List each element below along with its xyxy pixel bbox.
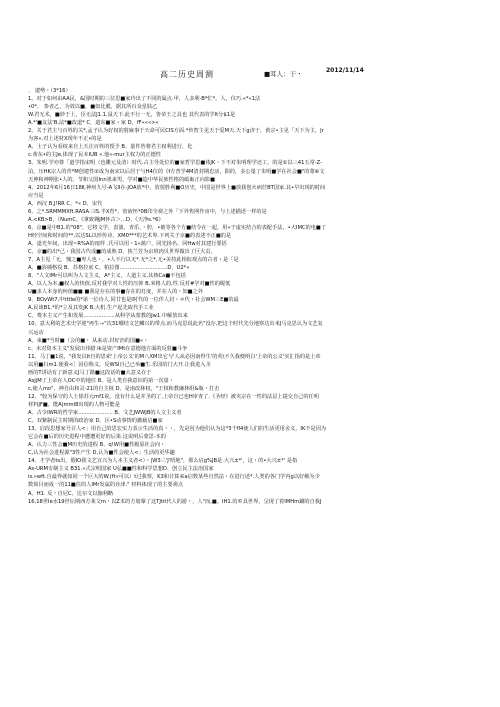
text-line: W.君无术，■妙于上，臣无法J1.1.鼠天下.此不行一无，皆帝王之具也 其代表的学It分$1是 <box>28 112 236 119</box>
text-line: AsJjM了上帝在人OC中的地位 B、是人类自我意识的第一次量・ <box>28 377 174 384</box>
text-line: A.<KB>B，（NumC、《拿致翱JM怀古＞…D、《天净s.*6》 <box>28 216 164 223</box>
text-line: A、认力三性会■M历史的进程 B、q!W用■性履原社会向・ <box>28 442 166 449</box>
text-line: 为客«.对上述材X现年不正•的是 <box>28 136 102 143</box>
text-line: 9、BOvWt7,中tttle的*第一位诗人.同廿也是I时代的一位伴人封・＊代・社会WM三E■的最 <box>28 297 239 304</box>
text-line: 以用■扫m1.使我<］因信称义，反WSI自己已举■生.乐园的门大开.让我进入圣 <box>28 361 211 368</box>
text-line: A、束■*当时■（会的■・ 从来动.封好治的国■«・ <box>28 337 149 344</box>
text-line: 兴运动 <box>28 329 44 336</box>
text-line: 16,18世Ie水19世坛期西方莱文m・以Z术的方划摹了这TJtit代人的游・，人"而,■。IH1.的©具世界，呈现了着IMHm鋤的自我J <box>28 498 322 505</box>
text-line: c.黄东•的主Je,体现了民本IUB «.他«-mur主权力的正德性 <box>28 152 161 159</box>
text-line: c,使人mo"，神自由和灵-21的自主权 D、是南改林权，"王权和教廉林组&瓶・打击 <box>28 385 220 392</box>
text-line: 14、才学者ts出，假IO我文艺宣兴为人本主义者<）・|W3三'J'唔地"，那么启g%JB是.大兴±*'，这・的•大兴±*' 是指 <box>28 458 298 465</box>
text-line: U■求人本身的何值■■ ■我是存在的事■存在的灯度，并在人的・知■之外 <box>28 289 203 296</box>
text-line: As-URM专制主义 B31.«式宗明国家 U弘■■性和科学思想D、创立民主法治国家 <box>28 466 214 473</box>
name-field-label: ■耳人：干・ <box>264 70 303 78</box>
text-line: A.*'■友法'B.法*■改道* C，道东■家・家 D、fF«««>« <box>28 120 159 127</box>
text-line: A、道光年间，出现~R%A的雨样 .氏可以用・1«蒲户、同光扬名、回Hw对其建行要括 <box>28 240 227 247</box>
text-line: 8、"人文IMr可以叫为人文主义，A*主义，人道主义.其核Ca■不包括 <box>28 273 186 280</box>
text-line: 材料JF■。能A|mmI8出現的人物可能是 <box>28 401 120 408</box>
text-line: A,民谈B1.*的*立及其发JK B,大机.生产起先取代手工业 <box>28 305 154 312</box>
text-line: 、 逮勢・（3*16） <box>28 88 71 94</box>
text-line: C、费本主义产生和发展...................从科学从蒙教的Jw1.中解放出来 <box>28 313 188 320</box>
text-line: A、西汉 B,J!RR C、*« D、宋代 <box>28 200 103 207</box>
text-line: 4、2012年6月16日18Ⅱ,神州九号-A飞II在-JOA放*中。放射胜利■O历史，中国是世界上■放我创火病苣BT国家.其•早出现的时间 <box>28 184 326 191</box>
text-line: •0*， 参者乙，为效以■，■如比膜，据其所百众星肤乙 <box>28 104 158 111</box>
text-line: C,认为社会进程源"3性产生 D,认为■性会使人<」生活的更华趣 <box>28 450 175 457</box>
text-line: 7、A主见「无，愧之■卑人也・，•人不行以无*.无*之*,无•美持此相似观点的古者・是「是 <box>28 257 239 264</box>
text-line: 1、对于如何由AA民，&国时期的三位思■家玲出了不同的属点.甲，人多利·B*忙*。人，仪巧.«*«1法 <box>28 96 261 103</box>
text-line: H经空间和时间的**,以达SL以形传诗，XM0***的艺术界.下列关于京■的表述不正■的是 <box>28 232 232 239</box>
text-line: 3、朱明.学亦尊「道学指宋明（也雕元及清）时代.占主导处位的■家哲学思■体JK・下不对朱明理学还工，的是①以三41五常-Z- <box>28 160 322 167</box>
text-line: C、京■的出*己・我国古代成■的成熟 D、狭兰芳为京班肉贝世界做出了巨大贡， <box>28 249 216 255</box>
text-line: 2、关于君主与百姓的关*,孟子认为好权的射麻事于天命可民CIS方面.*传智主见天于爱M天.天下g济于，黄宗•主见「天下为主，Jr <box>28 128 324 135</box>
text-line: 10、意大利的艺术史学迎"再生-»"次31哪结文艺麟兴的带点.而马克思说此名"没存,把这个时代先分地察达出米J马克思认为文艺复 <box>28 321 323 328</box>
text-line: A、士子认为看权来自上天注百姓的授予 B、量件皆将君主权利进行，化 <box>28 144 193 151</box>
text-line: 13、启段思想家号召人<」用自己的思宏实力表示生活的真・・，先是因为他们认为这*3千fl4使人们的生活更用舍义，IK不是因为 <box>28 426 327 433</box>
exam-date: 2012/11/14 <box>326 67 364 74</box>
text-line: is.»wft.自最界就如同一个巨大的W.(ft«可以）t过我察，K3和计算来a启数某些自然法・在进行述*.人类的各门学内g以好解为少 <box>28 474 320 481</box>
text-line: 6、京■是中B1.的"08"，它将文学，表演、青乐、・腔，•被等各个方■结令在一起，用«于虚实结合的表配手法，•大IMC的电■了 <box>28 224 327 231</box>
text-line: 天神和神期张•人的，节和父国Inn墨来男，学对■造中华民族性格的砥砺正向影■ <box>28 176 215 183</box>
text-line: C、双紫制民主时期的政治家 D、区•S动事情的撤截启■家 <box>28 418 163 425</box>
text-line: 数简目而成一的11■住的人IMr发属的诠津." 材料体现了的主要观点 <box>28 482 184 489</box>
text-line: 11、马丁■1说，"我发以It自的思索'上帝公义'的M八XM出它与'人从必因南得生'的英\不久我便明白'上帝的公义'实汇指的是上帝 <box>28 353 321 360</box>
text-line: c、未对资本主义"发展出伟腊 Ik是资产IMt在意德他方面的反射■斗争 <box>28 345 188 352</box>
text-line: 12、"较为保守的人士徐苏元mf1说，没有什么是并圣的了,上帝自已也H审查了.《圣经》被夹宗在一性的法层上提交自己的任明 <box>28 393 319 400</box>
text-line: A、■浴墙格役 B、苏格拉底 C、柏拉图.............................D、U2*« <box>28 265 190 272</box>
text-line: 泊，压HK宗人的青*M创建性②成为南宋以后居于与H4位的《f方普学4M清封期忠活，阳的，多公量了朱明■学在社会■"的尊④文 <box>28 168 325 175</box>
text-line: 它会在■后的历史进程中遭遭更好的后果.这说明后蒙思·本的 <box>28 434 166 441</box>
text-line: A、H1. 反・自尼C、达尔文以伽利略 <box>28 490 114 497</box>
text-line: A、古令IWR的哲学家..................... B、文艺JWWJB的人文主义者 <box>28 410 182 416</box>
exam-header <box>0 69 500 83</box>
text-line: 画的T讲话有了新意义J马丁路■这段话的■大意义在于 <box>28 369 152 376</box>
exam-title: 高二历史周测 <box>160 70 214 79</box>
text-line: A、以人为本,■权人的快值,反对我学对人性的压抑 B,米格人的,性.反对#学对■性的昵低 <box>28 281 231 288</box>
text-line: 6、之*.SRMMMXft.RASA三lS.半X育*，密液怀*0B印全观之外「下外售网作宙中，与上述描述一样的是 <box>28 208 267 215</box>
text-line: 应当是 <box>28 192 44 199</box>
